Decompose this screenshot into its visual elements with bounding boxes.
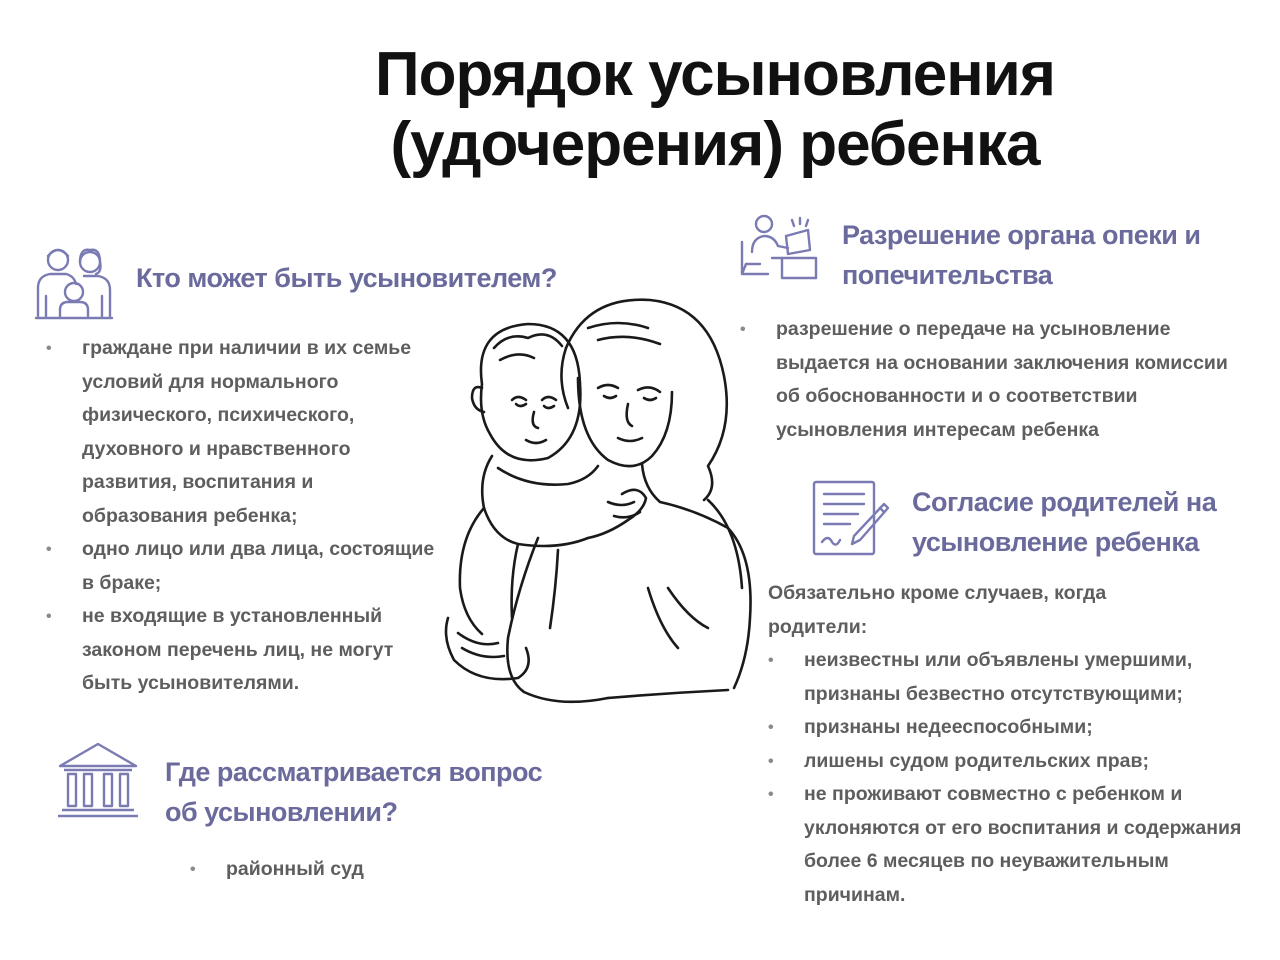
where-heading-line1: Где рассматривается вопрос [165, 757, 543, 787]
list-item: • разрешение о передаче на усыновление выдается на основании заключения комиссии об обоснованности и о соответствии усыновления интересам ребенка [740, 313, 1250, 447]
list-item: • не проживают совместно с ребенком и уклоняются от его воспитания и содержания более 6 месяцев по неуважительным причинам. [768, 778, 1258, 912]
mother-and-child-drawing [438, 288, 756, 718]
list-item: • одно лицо или два лица, состоящие в браке; [46, 533, 441, 600]
consent-heading [912, 482, 1262, 562]
permission-heading-line1: Разрешение органа опеки и [842, 220, 1201, 250]
consent-heading-line1: Согласие родителей на [912, 487, 1217, 517]
page-title-line1: Порядок усыновления [375, 40, 1055, 109]
consent-heading-line2: усыновление ребенка [912, 527, 1199, 557]
office-worker-icon [738, 212, 818, 282]
signed-document-icon [810, 478, 890, 558]
courthouse-icon [56, 740, 140, 820]
family-icon [34, 240, 114, 320]
list-item: • граждане при наличии в их семье условий для нормального физического, психического, духовного и нравственного развития, воспитания и образования ребенка; [46, 332, 441, 533]
permission-list [740, 313, 1250, 447]
permission-heading [842, 215, 1262, 295]
where-heading [165, 752, 605, 832]
page-title-line2: (удочерения) ребенка [390, 110, 1040, 179]
who-heading: Кто может быть усыновителем? [136, 263, 557, 293]
list-item: • неизвестны или объявлены умершими, признаны безвестно отсутствующими; [768, 644, 1258, 711]
who-list [46, 332, 441, 701]
where-list [190, 853, 450, 887]
list-item: • не входящие в установленный законом перечень лиц, не могут быть усыновителями. [46, 600, 441, 701]
list-item: • лишены судом родительских прав; [768, 745, 1258, 779]
consent-intro: Обязательно кроме случаев, когда родители: [768, 582, 1107, 638]
list-item: • районный суд [190, 853, 450, 887]
where-heading-line2: об усыновлении? [165, 797, 398, 827]
consent-list [768, 644, 1258, 912]
list-item: • признаны недееспособными; [768, 711, 1258, 745]
permission-heading-line2: попечительства [842, 260, 1053, 290]
page-title [300, 40, 1130, 180]
